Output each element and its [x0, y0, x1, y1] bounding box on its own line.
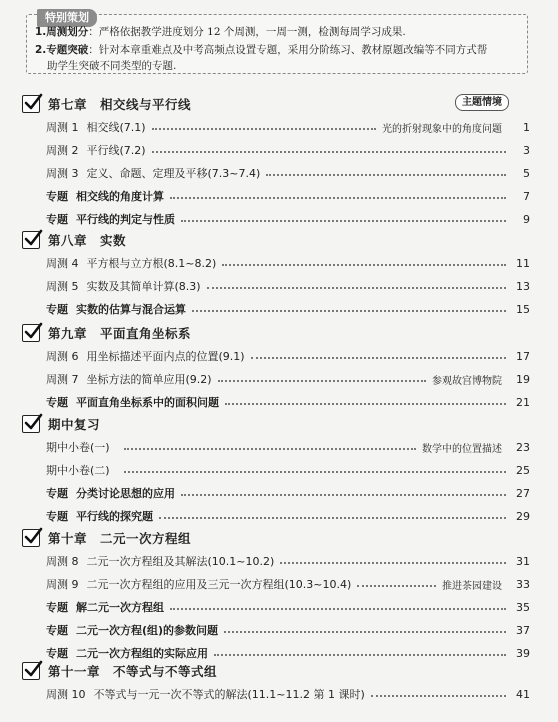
- toc-row-label: 期中小卷(一): [46, 441, 110, 454]
- leader-dots: [152, 128, 376, 130]
- toc-row[interactable]: [46, 164, 530, 182]
- chapter-heading[interactable]: [22, 413, 100, 435]
- leader-dots: [224, 631, 506, 633]
- toc-row-theme: 参观故宫博物院: [432, 375, 502, 387]
- leader-dots: [266, 174, 506, 176]
- chapter-title: 第十章 二元一次方程组: [48, 531, 192, 546]
- toc-row-title: 平行线的探究题: [76, 510, 153, 523]
- toc-row-label: 期中小卷(二): [46, 464, 110, 477]
- toc-row-label: 周测 10: [46, 688, 86, 701]
- toc-row-title: 分类讨论思想的应用: [76, 487, 175, 500]
- checkmark-icon: [22, 95, 40, 113]
- toc-row-label: 专题: [46, 213, 68, 226]
- toc-row-theme: 光的折射现象中的角度问题: [382, 123, 502, 135]
- toc-row-title: 二元一次方程组的应用及三元一次方程组(10.3~10.4): [86, 578, 352, 591]
- chapter-heading[interactable]: [22, 93, 191, 115]
- leader-dots: [124, 471, 506, 473]
- toc-row-page-number: 5: [523, 166, 530, 180]
- toc-row-label: 专题: [46, 303, 68, 316]
- toc-row-page-number: 11: [516, 256, 530, 270]
- leader-dots: [225, 403, 506, 405]
- toc-row[interactable]: [46, 552, 530, 570]
- leader-dots: [170, 608, 506, 610]
- leader-dots: [218, 380, 426, 382]
- toc-row-page-number: 25: [516, 463, 530, 477]
- toc-row-page-number: 7: [523, 189, 530, 203]
- toc-row[interactable]: [46, 210, 530, 228]
- toc-row-page-number: 9: [523, 212, 530, 226]
- toc-row[interactable]: [46, 277, 530, 295]
- toc-row-page-number: 19: [516, 372, 530, 386]
- toc-row-label: 专题: [46, 647, 68, 660]
- toc-row-label: 专题: [46, 190, 68, 203]
- toc-row-page-number: 23: [516, 440, 530, 454]
- chapter-title: 第十一章 不等式与不等式组: [48, 664, 218, 679]
- toc-row-page-number: 35: [516, 600, 530, 614]
- toc-row-title: 解二元一次方程组: [76, 601, 164, 614]
- toc-row[interactable]: [46, 621, 530, 639]
- toc-row-title: 用坐标描述平面内点的位置(9.1): [86, 350, 245, 363]
- chapter-title: 第九章 平面直角坐标系: [48, 326, 192, 341]
- toc-row-title: 平行线(7.2): [86, 144, 146, 157]
- toc-row-title: 相交线的角度计算: [76, 190, 164, 203]
- toc-row-title: 实数及其简单计算(8.3): [86, 280, 201, 293]
- toc-row-label: 专题: [46, 396, 68, 409]
- toc-row[interactable]: [46, 118, 530, 136]
- toc-row-title: 二元一次方程组及其解法(10.1~10.2): [86, 555, 275, 568]
- toc-row-label: 周测 3: [46, 167, 79, 180]
- note-line-2: [35, 42, 487, 58]
- leader-dots: [222, 264, 506, 266]
- toc-row-page-number: 37: [516, 623, 530, 637]
- toc-row-page-number: 13: [516, 279, 530, 293]
- toc-row-title: 二元一次方程组的实际应用: [76, 647, 208, 660]
- toc-row[interactable]: [46, 393, 530, 411]
- special-planning-box: [26, 11, 528, 74]
- note-line-1-text: ：严格依据教学进度划分 12 个周测，一周一测，检测每周学习成果.: [88, 26, 406, 38]
- toc-row-title: 坐标方法的简单应用(9.2): [86, 373, 212, 386]
- toc-row[interactable]: [46, 187, 530, 205]
- toc-row[interactable]: [46, 461, 530, 479]
- toc-row-label: 专题: [46, 624, 68, 637]
- note-line-3: 助学生突破不同类型的专题.: [47, 60, 177, 72]
- toc-row-page-number: 27: [516, 486, 530, 500]
- chapter-title: 第八章 实数: [48, 233, 127, 248]
- toc-row-page-number: 29: [516, 509, 530, 523]
- toc-row-page-number: 39: [516, 646, 530, 660]
- toc-row-label: 周测 7: [46, 373, 79, 386]
- toc-row[interactable]: [46, 507, 530, 525]
- toc-row-label: 周测 1: [46, 121, 79, 134]
- toc-row-label: 专题: [46, 601, 68, 614]
- toc-row[interactable]: [46, 598, 530, 616]
- note-line-2-text: ：针对本章重难点及中考高频点设置专题，采用分阶练习、教材原题改编等不同方式帮: [88, 44, 488, 56]
- checkmark-icon: [22, 231, 40, 249]
- leader-dots: [357, 585, 436, 587]
- toc-row-page-number: 33: [516, 577, 530, 591]
- toc-row[interactable]: [46, 484, 530, 502]
- toc-row-title: 二元一次方程(组)的参数问题: [76, 624, 219, 637]
- theme-header: 主题情境: [455, 94, 509, 111]
- toc-row[interactable]: [46, 347, 530, 365]
- toc-row[interactable]: [46, 438, 530, 456]
- note-line-1: [35, 24, 406, 40]
- toc-row[interactable]: [46, 300, 530, 318]
- toc-row[interactable]: [46, 685, 530, 703]
- chapter-title: 期中复习: [48, 417, 101, 432]
- chapter-heading[interactable]: [22, 660, 217, 682]
- note-line-1-bold: 1.周测划分: [35, 26, 89, 38]
- leader-dots: [251, 357, 506, 359]
- toc-row-label: 专题: [46, 487, 68, 500]
- toc-row[interactable]: [46, 254, 530, 272]
- toc-row-title: 相交线(7.1): [86, 121, 146, 134]
- chapter-heading[interactable]: [22, 322, 191, 344]
- checkmark-icon: [22, 324, 40, 342]
- toc-row-label: 周测 2: [46, 144, 79, 157]
- toc-row-title: 平面直角坐标系中的面积问题: [76, 396, 219, 409]
- toc-row-page-number: 3: [523, 143, 530, 157]
- leader-dots: [152, 151, 506, 153]
- checkmark-icon: [22, 415, 40, 433]
- leader-dots: [192, 310, 506, 312]
- toc-row-page-number: 21: [516, 395, 530, 409]
- toc-row-page-number: 1: [523, 120, 530, 134]
- toc-row-label: 周测 5: [46, 280, 79, 293]
- toc-row-page-number: 31: [516, 554, 530, 568]
- toc-row-label: 周测 4: [46, 257, 79, 270]
- chapter-title: 第七章 相交线与平行线: [48, 97, 192, 112]
- leader-dots: [207, 287, 506, 289]
- toc-row-theme: 推进茶园建设: [442, 580, 502, 592]
- chapter-heading[interactable]: [22, 527, 191, 549]
- chapter-heading[interactable]: [22, 229, 126, 251]
- toc-row-label: 周测 8: [46, 555, 79, 568]
- leader-dots: [371, 695, 506, 697]
- leader-dots: [280, 562, 506, 564]
- toc-row-title: 不等式与一元一次不等式的解法(11.1~11.2 第 1 课时): [93, 688, 365, 701]
- leader-dots: [181, 494, 506, 496]
- toc-row-title: 平方根与立方根(8.1~8.2): [86, 257, 217, 270]
- checkmark-icon: [22, 529, 40, 547]
- toc-row-page-number: 41: [516, 687, 530, 701]
- toc-row[interactable]: [46, 141, 530, 159]
- special-planning-tag: 特别策划: [37, 9, 97, 27]
- toc-row-theme: 数学中的位置描述: [422, 443, 502, 455]
- note-line-2-bold: 2.专题突破: [35, 44, 89, 56]
- leader-dots: [214, 654, 506, 656]
- toc-row-page-number: 15: [516, 302, 530, 316]
- toc-row-label: 专题: [46, 510, 68, 523]
- toc-row[interactable]: [46, 575, 530, 593]
- leader-dots: [181, 220, 506, 222]
- leader-dots: [159, 517, 506, 519]
- toc-row[interactable]: [46, 370, 530, 388]
- toc-row-title: 平行线的判定与性质: [76, 213, 175, 226]
- toc-row-label: 周测 6: [46, 350, 79, 363]
- checkmark-icon: [22, 662, 40, 680]
- toc-row-label: 周测 9: [46, 578, 79, 591]
- leader-dots: [170, 197, 506, 199]
- toc-row-title: 定义、命题、定理及平移(7.3~7.4): [86, 167, 261, 180]
- toc-row-page-number: 17: [516, 349, 530, 363]
- leader-dots: [124, 448, 416, 450]
- toc-row-title: 实数的估算与混合运算: [76, 303, 186, 316]
